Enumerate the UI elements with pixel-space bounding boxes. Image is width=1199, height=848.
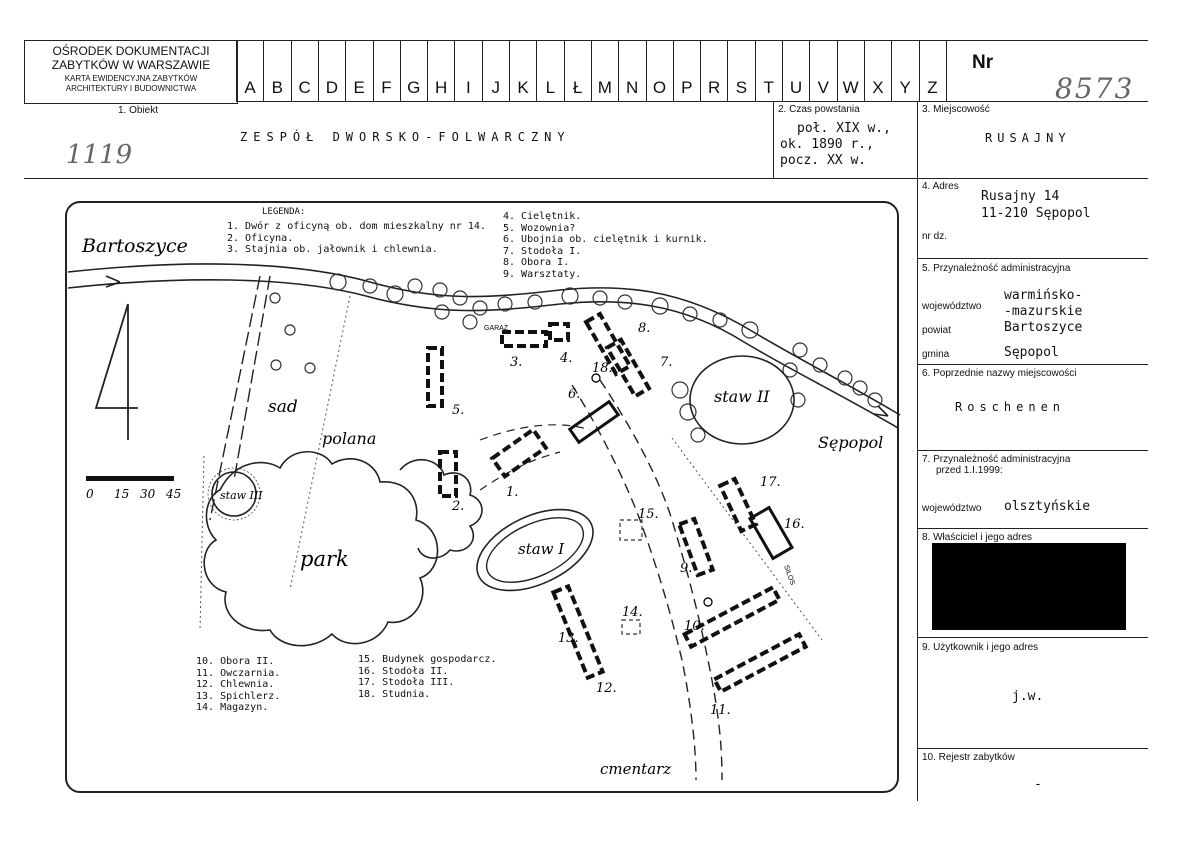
alphabet-letter-T: T [763,78,774,97]
przed1999-woj-label: województwo [922,503,982,514]
dotted-fence [672,438,822,640]
nr-label: Nr [972,52,994,73]
miejscowosc-label: 3. Miejscowość [922,104,990,115]
alphabet-letter-V: V [817,78,829,97]
place-polana: polana [322,429,377,448]
legend-title: LEGENDA: [262,207,306,217]
institution-name-1: OŚRODEK DOKUMENTACJI [52,44,210,58]
przynaleznosc-label: 5. Przynależność administracyjna [922,263,1071,274]
place-staw3: staw III [220,489,263,502]
uzytkownik-label: 9. Użytkownik i jego adres [922,642,1039,653]
miejscowosc-value: RUSAJNY [985,131,1071,145]
legend-col-a: 1. Dwór z oficyną ob. dom mieszkalny nr 14. 2. Oficyna. 3. Stajnia ob. jałownik i chlewnia. [227,221,486,255]
rule-row1 [24,178,1148,179]
alphabet-divider [946,40,947,101]
rule-v-czas [773,101,774,178]
adres-line1: Rusajny 14 [981,189,1060,204]
institution-name-2: ZABYTKÓW W WARSZAWIE [51,58,211,72]
building-number: 1. [506,485,519,500]
uzytkownik-value: j.w. [1012,689,1044,704]
powiat-value: Bartoszyce [1004,320,1083,335]
poprzednie-label: 6. Poprzednie nazwy miejscowości [922,368,1077,379]
alphabet-letter-G: G [407,78,421,97]
institution-box [24,40,238,104]
label-silos: SILOS [782,564,796,587]
nr-value: 8573 [1055,72,1135,105]
farm-road-1 [572,385,696,780]
building-number: 10. [684,619,705,634]
rule-8 [917,528,1148,529]
redacted-owner-block [932,543,1126,630]
scale-bar [86,476,174,481]
czas-line1: poł. XIX w., [797,121,891,136]
rejestr-label: 10. Rejestr zabytków [922,752,1015,763]
alphabet-letter-P: P [681,78,693,97]
building-number: 9. [680,561,693,576]
legend-col-c: 10. Obora II. 11. Owczarnia. 12. Chlewnia. 13. Spichlerz. 14. Magazyn. [196,656,281,713]
nr-dz-label: nr dz. [922,231,948,242]
alphabet-letter-K: K [517,78,529,97]
building-number: 15. [638,507,659,522]
arrow-left [106,276,120,287]
building-number: 12. [596,681,617,696]
building-17 [720,479,756,531]
building-6 [570,402,618,443]
obiekt-value: ZESPÓŁ DWORSKO-FOLWARCZNY [240,130,571,144]
wlasciciel-label: 8. Właściciel i jego adres [922,532,1033,543]
przed1999-label-2: przed 1.I.1999: [936,465,1003,476]
alphabet-letter-X: X [872,78,884,97]
powiat-label: powiat [922,325,951,336]
place-sepopol: Sępopol [818,433,884,452]
obiekt-hand-number: 1119 [66,140,133,170]
building-number: 8. [638,321,651,336]
przed1999-woj-value: olsztyńskie [1004,499,1091,514]
gmina-value: Sępopol [1004,345,1059,360]
alphabet-letter-C: C [298,78,311,97]
card-title-1: KARTA EWIDENCYJNA ZABYTKÓW [64,74,198,83]
alphabet-letter-J: J [491,78,500,97]
scale-label: 0 [86,487,94,501]
rule-10 [917,748,1148,749]
scale-labels [86,487,181,501]
place-staw2: staw II [714,387,770,406]
label-garaz: GARAŻ [484,325,509,332]
north-arrow [96,304,138,440]
building-11 [714,634,805,691]
building-5 [428,348,442,406]
building-number: 7. [660,355,673,370]
place-sad: sad [268,397,298,417]
building-number: 17. [760,475,781,490]
rule-7 [917,450,1148,451]
building-number: 5. [452,403,465,418]
site-plan-map [60,190,902,800]
rule-v-right [917,101,918,801]
scale-label: 15 [114,487,130,501]
well-18b [704,598,712,606]
alphabet-letter-I: I [466,78,471,97]
scale-label: 30 [140,487,156,501]
building-number: 2. [452,499,465,514]
legend-col-d: 15. Budynek gospodarcz. 16. Stodoła II. 17. Stodoła III. 18. Studnia. [358,654,497,700]
building-1 [492,430,546,477]
alphabet-letter-R: R [707,78,721,97]
place-cmentarz: cmentarz [600,760,672,778]
header-bottom-rule [236,101,1148,102]
building-14 [622,620,640,634]
czas-line3: pocz. XX w. [780,153,867,168]
woj-value-2: -mazurskie [1004,304,1083,319]
building-3 [502,332,546,346]
alphabet-letter-M: M [597,78,612,97]
map-frame [66,202,898,792]
gmina-label: gmina [922,349,950,360]
building-number: 14. [622,605,643,620]
czas-label: 2. Czas powstania [778,104,860,115]
poprzednie-value: Roschenen [955,400,1066,414]
alphabet-letter-U: U [789,78,803,97]
sad-boundary [210,276,270,520]
rejestr-value: - [1034,777,1042,792]
building-number: 18. [592,361,613,376]
adres-label: 4. Adres [922,181,959,192]
main-road [68,264,900,415]
rule-9 [917,637,1148,638]
woj-label: województwo [922,301,982,312]
alphabet-letter-H: H [434,78,448,97]
scale-label: 45 [166,487,182,501]
alphabet-letter-B: B [271,78,283,97]
alphabet-letter-Y: Y [899,78,911,97]
park-dotted [200,456,204,630]
rule-5 [917,258,1148,259]
building-number: 16. [784,517,805,532]
legend-col-b: 4. Cielętnik. 5. Wozownia? 6. Ubojnia ob. cielętnik i kurnik. 7. Stodoła I. 8. Obora I. 9. Warsztaty. [503,211,708,280]
building-15 [620,520,642,540]
place-park: park [300,547,349,571]
building-number: 3. [510,355,523,370]
alphabet-letter-D: D [325,78,339,97]
alphabet-letter-Z: Z [927,78,938,97]
alphabet-letter-Ł: Ł [572,78,583,97]
alphabet-letter-A: A [244,78,256,97]
building-number: 13. [558,631,579,646]
place-staw1: staw I [518,540,565,558]
alphabet-letter-O: O [652,78,667,97]
rule-6 [917,364,1148,365]
building-4 [550,324,568,340]
place-bartoszyce: Bartoszyce [82,235,188,257]
buildings [428,314,806,692]
przed1999-label-1: 7. Przynależność administracyjna [922,454,1071,465]
alphabet-letter-W: W [842,78,859,97]
adres-line2: 11-210 Sępopol [981,206,1091,221]
building-number: 11. [710,703,731,718]
alphabet-letter-L: L [545,78,556,97]
building-number: 4. [560,351,573,366]
woj-value-1: warmińsko- [1004,288,1083,303]
alphabet-letter-S: S [735,78,748,97]
alphabet-letter-E: E [353,78,365,97]
building-number: 6. [568,387,581,402]
czas-line2: ok. 1890 r., [780,137,874,152]
obiekt-label: 1. Obiekt [118,105,159,116]
alphabet-letter-N: N [626,78,639,97]
card-title-2: ARCHITEKTURY I BUDOWNICTWA [65,84,197,93]
alphabet-letter-F: F [381,78,392,97]
